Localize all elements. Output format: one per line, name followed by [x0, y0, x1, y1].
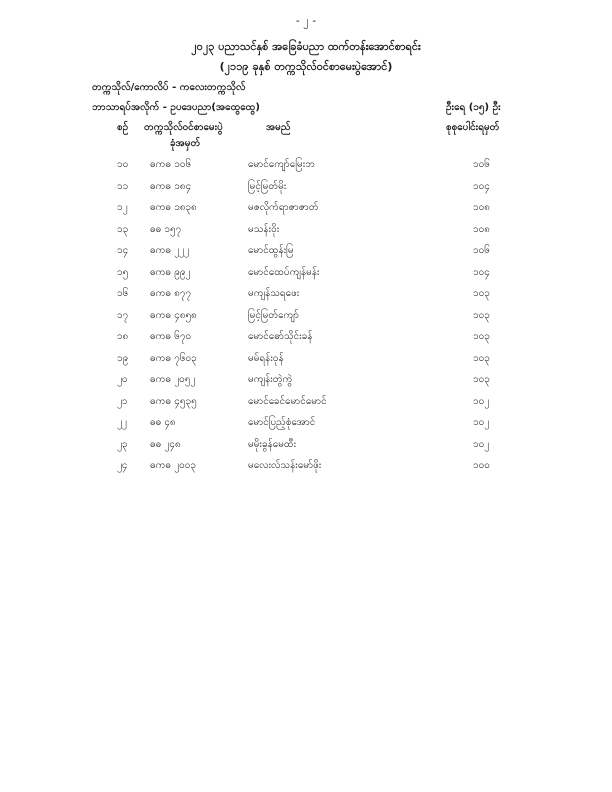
student-name: မမိုးခွန်မေထီး [248, 438, 297, 450]
student-name: မကျန်သရဖေး [248, 288, 300, 299]
student-name: မြင့်မြတ်မိုး [248, 180, 287, 192]
table-row [0, 351, 612, 373]
row-number: ၂၀ [117, 374, 128, 385]
table-row [0, 415, 612, 437]
roll-number: ဓကဓ ၇၆၀၃ [150, 352, 197, 364]
column-header-roll-line1: တက္ကသိုလ်ဝင်စာမေးပွဲ [144, 122, 223, 133]
table-row [0, 458, 612, 480]
total-marks: ၁၀၀ [473, 460, 490, 471]
roll-number: ဓကဓ ၂၀၅၂ [150, 374, 196, 385]
results-table [0, 157, 612, 480]
table-row [0, 265, 612, 287]
table-row [0, 329, 612, 351]
student-name: မောင်ဓော်သိုင်းခန် [248, 331, 313, 342]
student-name: မကျန်းတွဲကွဲ [248, 374, 293, 385]
total-marks: ၁၀၆ [473, 245, 490, 256]
roll-number: ဓကဓ ၁၀၆ [150, 159, 192, 170]
student-name: မသန်းဝိုး [248, 223, 280, 235]
roll-number: ဓကဓ ၄၅၃၅ [150, 395, 197, 407]
total-marks: ၁၀၈ [473, 202, 490, 213]
total-marks: ၁၀၃ [473, 352, 490, 364]
row-number: ၁၉ [117, 352, 129, 364]
table-row [0, 437, 612, 459]
total-marks: ၁၀၄ [473, 266, 490, 278]
row-number: ၁၅ [117, 266, 129, 278]
row-number: ၁၇ [117, 309, 129, 321]
roll-number: ဓကဓ ၈၇၇ [150, 288, 192, 299]
total-marks: ၁၀၃ [473, 288, 490, 299]
column-header-number: စဉ် [117, 122, 129, 133]
roll-number: ဓကဓ ၉၉၂ [150, 266, 191, 278]
student-name: မောင်ပြည့်စုံအောင် [248, 417, 316, 428]
row-number: ၁၆ [117, 288, 129, 299]
document-title: ၂၀၂၃ ပညာသင်နှစ် အခြေခံပညာ ထက်တန်းအောင်စာရင်း [191, 40, 421, 53]
column-header-name: အမည် [266, 122, 291, 133]
university-label: တက္ကသိုလ်/ကောလိပ် - ကလေးတက္ကသိုလ် [92, 82, 246, 93]
table-row [0, 372, 612, 394]
table-row [0, 200, 612, 222]
roll-number: ဓကဓ ၂၂၂ [150, 245, 189, 256]
row-number: ၂၁ [117, 395, 128, 407]
total-marks: ၁၀၄ [473, 180, 490, 192]
table-row [0, 394, 612, 416]
student-name: မောင်ထေပ်ကျန်မန်း [248, 266, 320, 278]
subject-category-label: ဘာသာရပ်အလိုက် - ဥပဒေပညာ(အထွေထွေ) [92, 102, 260, 113]
table-row [0, 308, 612, 330]
row-number: ၁၃ [117, 223, 129, 235]
total-marks: ၁၀၂ [473, 417, 490, 428]
total-marks: ၁၀၈ [473, 223, 490, 235]
total-marks: ၁၀၂ [473, 438, 490, 450]
total-marks: ၁၀၃ [473, 331, 490, 342]
row-number: ၁၂ [117, 202, 128, 213]
student-name: မောင်ခေင်မောင်မောင် [248, 395, 327, 407]
student-count: ဦးရေ (၁၅) ဦး [446, 102, 501, 113]
roll-number: ဓဓ ၁၅၇ [150, 223, 182, 235]
column-header-marks: စုစုပေါင်းရမှတ် [446, 122, 500, 133]
row-number: ၂၂ [117, 417, 127, 428]
student-name: မြင့်မြတ်ကျော် [248, 309, 299, 321]
table-row [0, 222, 612, 244]
student-name: မမ်ရန်းဝုန် [248, 352, 284, 364]
row-number: ၁၄ [117, 245, 129, 256]
row-number: ၁၁ [117, 180, 129, 192]
roll-number: ဓဓ ၄၈ [150, 417, 176, 428]
table-row [0, 286, 612, 308]
table-row [0, 243, 612, 265]
roll-number: ဓကဓ ၆၇၀ [150, 331, 192, 342]
total-marks: ၁၀၃ [473, 374, 490, 385]
row-number: ၂၃ [117, 438, 128, 450]
roll-number: ဓဓ ၂၄၈ [150, 438, 181, 450]
column-header-roll [144, 120, 223, 152]
page-number: - ၂ - [295, 14, 317, 27]
table-row [0, 157, 612, 179]
total-marks: ၁၀၃ [473, 309, 490, 321]
roll-number: ဓကဓ ၁၈၃၈ [150, 202, 197, 213]
row-number: ၁၀ [117, 159, 129, 170]
total-marks: ၁၀၆ [473, 159, 490, 170]
roll-number: ဓကဓ ၁၈၄ [150, 180, 192, 192]
row-number: ၂၄ [117, 460, 128, 471]
student-name: မဇလိုက်ရာဇာဇာတ် [248, 202, 319, 213]
row-number: ၁၈ [117, 331, 129, 342]
student-name: မောင်ကျော်မြေးဘ [248, 159, 315, 170]
document-subtitle: (၂၁၁၉ ခုနှစ် တက္ကသိုလ်ဝင်စာမေးပွဲအောင်) [219, 60, 393, 73]
column-header-roll-line2: ခုံအမှတ် [170, 138, 201, 149]
student-name: မလေးလ်သန်းမော်ဖိုး [248, 460, 322, 471]
table-row [0, 179, 612, 201]
total-marks: ၁၀၂ [473, 395, 490, 407]
roll-number: ဓကဓ ၂၀၀၃ [150, 460, 197, 471]
roll-number: ဓကဓ ၄၈၅၈ [150, 309, 197, 321]
student-name: မောင်ထွန်းမြ [248, 245, 294, 256]
